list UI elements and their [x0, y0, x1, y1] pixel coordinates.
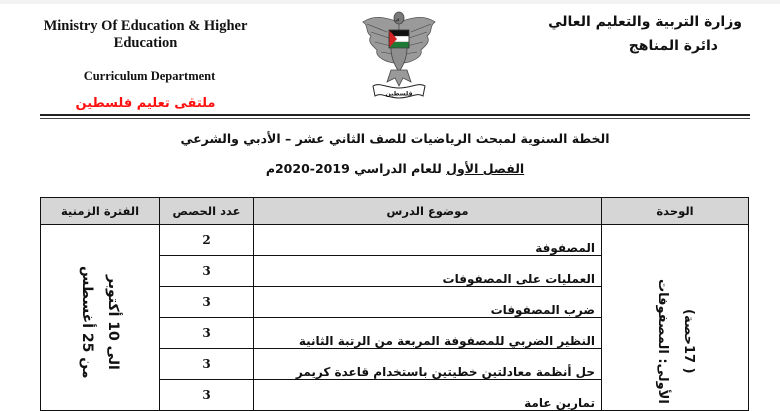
- lesson-topic: المصفوفة: [254, 225, 602, 256]
- table-row: [41, 225, 749, 256]
- lesson-count: 3: [160, 380, 254, 411]
- header-divider-thick: [40, 114, 750, 116]
- palestine-eagle-emblem: [357, 2, 441, 108]
- lesson-topic: العمليات على المصفوفات: [254, 256, 602, 287]
- semester-title: [40, 161, 750, 176]
- ministry-name-ar: وزارة التربية والتعليم العالي: [548, 14, 742, 30]
- period-cell: [41, 225, 160, 411]
- department-name-en: Curriculum Department: [83, 69, 216, 83]
- ministry-english-header: [38, 18, 253, 111]
- lesson-topic: النظير الضربي للمصفوفة المربعة من الرتبة الثانية: [254, 318, 602, 349]
- forum-name: ملتقى تعليم فلسطين: [75, 96, 216, 111]
- lesson-count: 3: [160, 287, 254, 318]
- lesson-count: 3: [160, 318, 254, 349]
- emblem-label: فلسطين: [385, 90, 413, 98]
- period-end: الى 10 أكتوبر: [105, 275, 121, 370]
- unit-cell: [602, 225, 749, 411]
- header-divider-thin: [40, 118, 750, 119]
- lesson-topic: تمارين عامة: [254, 380, 602, 411]
- period-start: من 25 أغسطس: [79, 266, 95, 379]
- header-lesson-count: عدد الحصص: [160, 198, 254, 225]
- unit-name: الأولى: المصفوفات: [655, 279, 670, 404]
- lesson-count: 3: [160, 349, 254, 380]
- table-header-row: [41, 198, 749, 225]
- lesson-count: 3: [160, 256, 254, 287]
- header-unit: الوحدة: [602, 198, 749, 225]
- academic-year: للعام الدراسي 2019-2020م: [265, 161, 447, 176]
- lesson-topic: ضرب المصفوفات: [254, 287, 602, 318]
- department-name-ar: دائرة المناهج: [628, 38, 718, 54]
- unit-lesson-total: ( 17حصة): [681, 309, 696, 374]
- lesson-count: 2: [160, 225, 254, 256]
- lesson-topic: حل أنظمة معادلتين خطيتين باستخدام قاعدة كريمر: [254, 349, 602, 380]
- header-time-period: الفترة الزمنية: [41, 198, 160, 225]
- ministry-name-en: Ministry Of Education & Higher Education: [43, 18, 248, 51]
- annual-plan-table: [40, 197, 749, 411]
- semester-label: الفصل الأول: [446, 161, 525, 176]
- plan-title: الخطة السنوية لمبحث الرياضيات للصف الثاني عشر – الأدبي والشرعي: [180, 131, 610, 146]
- header-topic: موضوع الدرس: [254, 198, 602, 225]
- ministry-arabic-header: [532, 14, 742, 54]
